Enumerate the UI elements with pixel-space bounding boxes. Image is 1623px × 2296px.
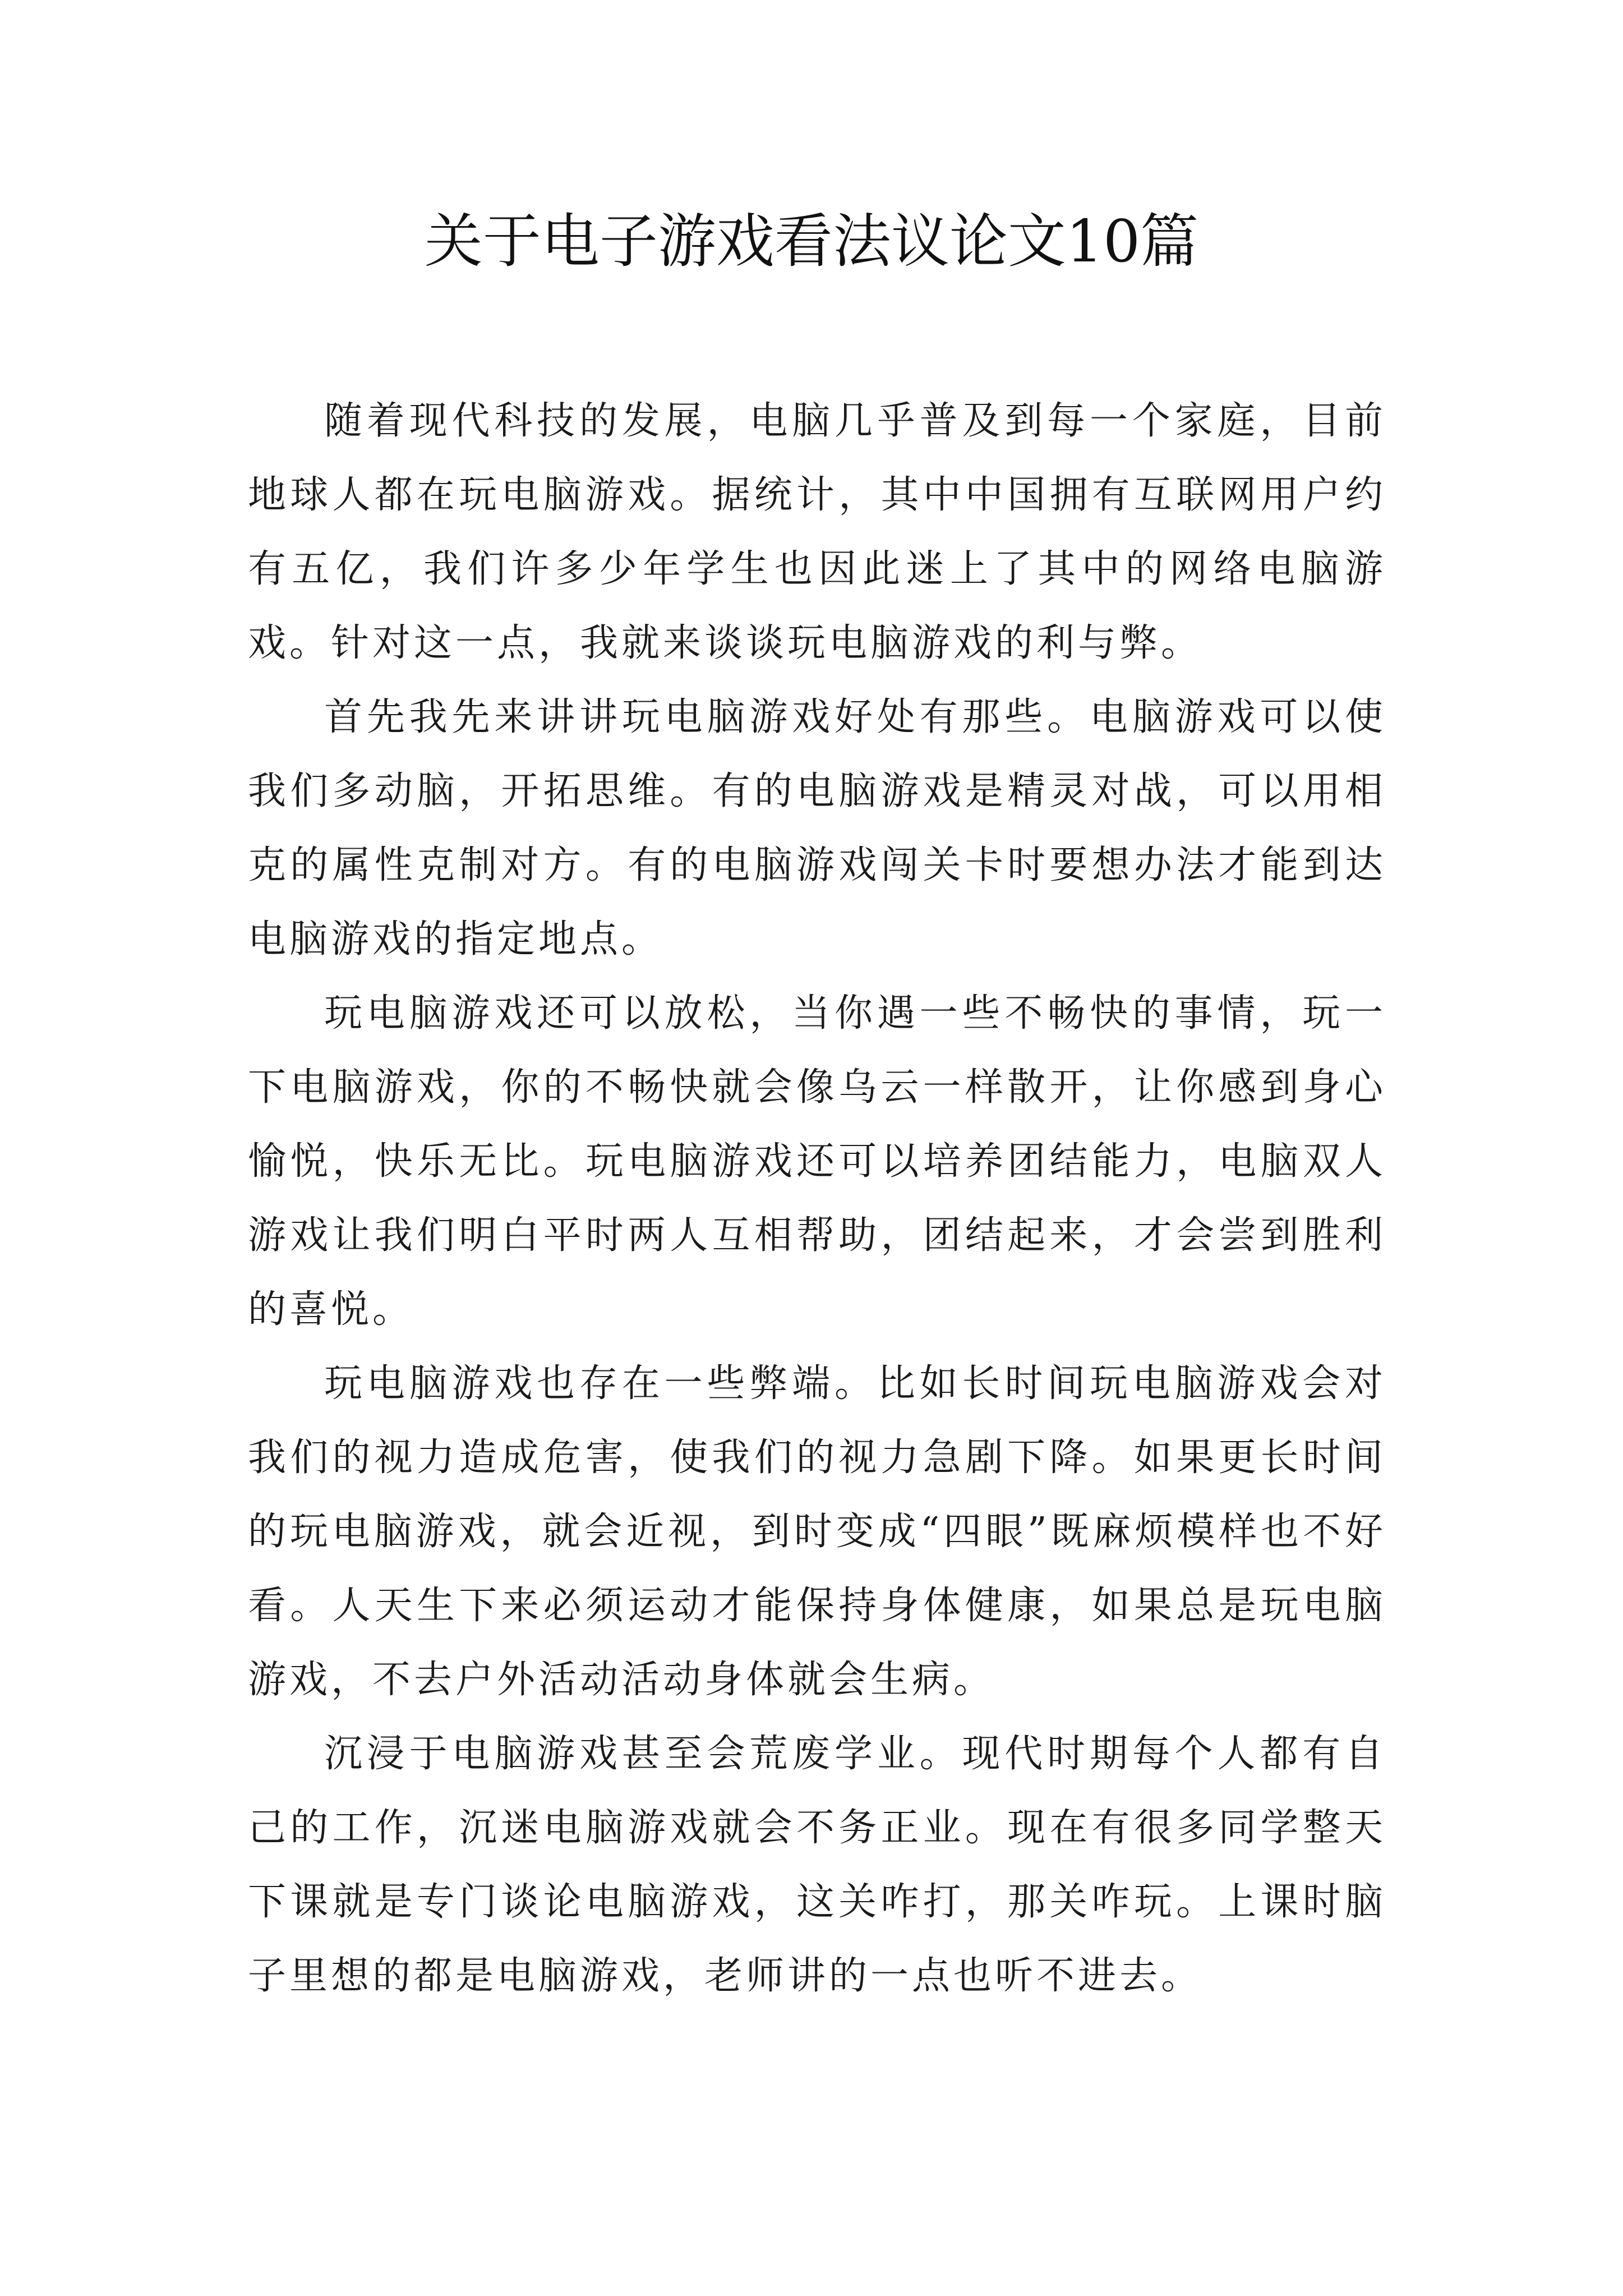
paragraph: 沉浸于电脑游戏甚至会荒废学业。现代时期每个人都有自己的工作，沉迷电脑游戏就会不务正业。现在有很多同学整天下课就是专门谈论电脑游戏，这关咋打，那关咋玩。上课时脑子里想的都是电脑游戏，老师讲的一点也听不进去。 [248,1732,1386,1998]
document-title: 关于电子游戏看法议论文10篇 [424,207,1199,275]
paragraph: 随着现代科技的发展，电脑几乎普及到每一个家庭，目前地球人都在玩电脑游戏。据统计，其中中国拥有互联网用户约有五亿，我们许多少年学生也因此迷上了其中的网络电脑游戏。针对这一点，我就来谈谈玩电脑游戏的利与弊。 [248,399,1386,665]
paragraph: 玩电脑游戏也存在一些弊端。比如长时间玩电脑游戏会对我们的视力造成危害，使我们的视力急剧下降。如果更长时间的玩电脑游戏，就会近视，到时变成“四眼”既麻烦模样也不好看。人天生下来必须运动才能保持身体健康，如果总是玩电脑游戏，不去户外活动活动身体就会生病。 [248,1361,1386,1702]
paragraph: 玩电脑游戏还可以放松，当你遇一些不畅快的事情，玩一下电脑游戏，你的不畅快就会像乌云一样散开，让你感到身心愉悦，快乐无比。玩电脑游戏还可以培养团结能力，电脑双人游戏让我们明白平时两人互相帮助，团结起来，才会尝到胜利的喜悦。 [248,991,1386,1332]
document-body [248,384,1386,2013]
paragraph: 首先我先来讲讲玩电脑游戏好处有那些。电脑游戏可以使我们多动脑，开拓思维。有的电脑游戏是精灵对战，可以用相克的属性克制对方。有的电脑游戏闯关卡时要想办法才能到达电脑游戏的指定地点。 [248,695,1386,961]
